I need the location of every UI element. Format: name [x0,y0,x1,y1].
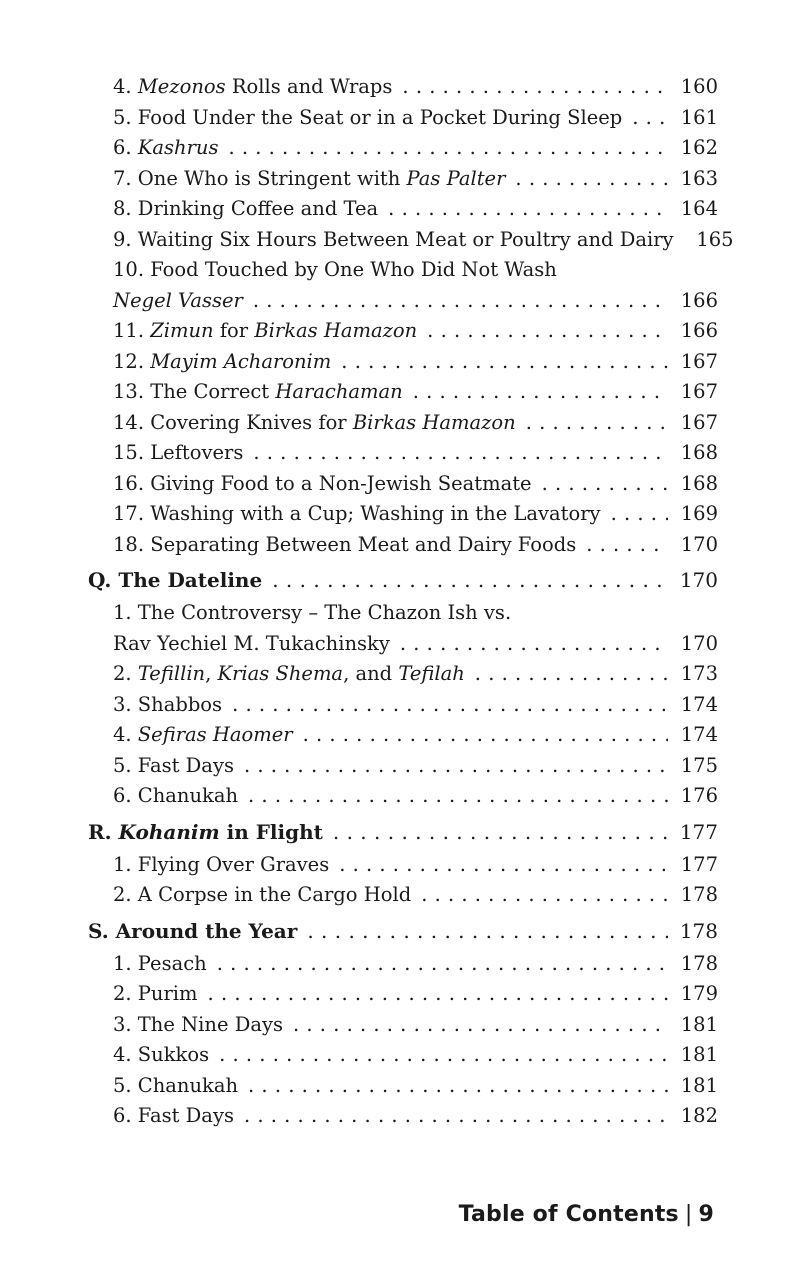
dot-leader [307,915,668,947]
dot-leader [303,720,668,751]
dot-leader [232,690,668,721]
dot-leader [244,751,668,782]
page-number: 181 [680,1073,718,1097]
page-number: 178 [679,918,718,943]
toc-entry[interactable]: 6. Fast Days . . . 182 [88,1101,718,1132]
dot-leader [388,194,668,225]
page-number: 174 [680,723,718,746]
toc-entry[interactable]: 5. Chanukah . . . 181 [88,1071,718,1102]
page-number: 182 [680,1104,718,1127]
page-number: 178 [680,951,718,975]
dot-leader [217,949,668,980]
dot-leader [248,1071,668,1102]
toc-entry[interactable]: 15. Leftovers . . . 168 [88,438,718,469]
page-number: 178 [680,883,718,906]
toc-entry[interactable]: Rav Yechiel M. Tukachinsky . . . 170 [88,629,718,660]
dot-leader [228,133,668,164]
page-number: 162 [680,136,718,159]
toc-entry[interactable]: 14. Covering Knives for Birkas Hamazon . . . 167 [88,408,718,439]
dot-leader [475,659,668,690]
dot-leader [611,499,668,530]
page-number: 175 [680,753,718,777]
toc-entry[interactable]: 18. Separating Between Meat and Dairy Foods . . . 170 [88,530,718,561]
dot-leader [339,850,668,881]
page-number: 176 [680,784,718,807]
toc-entry[interactable]: 3. The Nine Days . . . 181 [88,1010,718,1041]
page-number: 169 [680,502,718,525]
page-number: 170 [680,532,718,556]
dot-leader [542,469,668,500]
dot-leader [632,103,668,134]
footer-title: Table of Contents [458,1202,679,1227]
page-number: 168 [680,441,718,464]
toc-entry[interactable]: 2. Purim . . . 179 [88,979,718,1010]
dot-leader [586,530,668,561]
toc-entry[interactable]: 1. Flying Over Graves . . . 177 [88,850,718,881]
toc-section-heading[interactable]: R. Kohanim in Flight . . . 177 [88,816,718,848]
toc-entry[interactable]: 6. Chanukah . . . 176 [88,781,718,812]
toc-entry[interactable]: 12. Mayim Acharonim . . . 167 [88,347,718,378]
table-of-contents [88,72,734,1132]
toc-entry[interactable]: 7. One Who is Stringent with Pas Palter . . . 163 [88,164,718,195]
toc-entry[interactable]: 2. A Corpse in the Cargo Hold . . . 178 [88,880,718,911]
toc-entry[interactable]: 1. Pesach . . . 178 [88,949,718,980]
toc-entry[interactable]: 16. Giving Food to a Non-Jewish Seatmate . . . 168 [88,469,718,500]
toc-entry[interactable]: 2. Tefillin, Krias Shema, and Tefilah . . . 173 [88,659,718,690]
dot-leader [413,377,668,408]
dot-leader [272,564,668,596]
dot-leader [427,316,668,347]
dot-leader [253,438,668,469]
dot-leader [208,979,668,1010]
page-number: 164 [680,197,718,220]
toc-entry[interactable]: 6. Kashrus . . . 162 [88,133,718,164]
toc-entry[interactable]: 11. Zimun for Birkas Hamazon . . . 166 [88,316,718,347]
page-number: 161 [680,105,718,129]
toc-entry[interactable]: 4. Mezonos Rolls and Wraps . . . 160 [88,72,718,103]
dot-leader [293,1010,668,1041]
toc-entry[interactable]: 5. Fast Days . . . 175 [88,751,718,782]
dot-leader [219,1040,668,1071]
page-number: 160 [680,75,718,98]
footer-separator: | [684,1202,693,1227]
toc-entry[interactable]: Negel Vasser . . . 166 [88,286,718,317]
page-number: 170 [680,631,718,655]
page-number: 179 [680,982,718,1005]
page-number: 173 [680,662,718,685]
toc-entry[interactable]: 4. Sefiras Haomer . . . 174 [88,720,718,751]
page-number: 168 [680,471,718,495]
dot-leader [402,72,668,103]
toc-entry-line: 10. Food Touched by One Who Did Not Wash [113,258,557,281]
toc-entry[interactable]: 9. Waiting Six Hours Between Meat or Poultry and Dairy 165 [88,225,718,256]
dot-leader [421,880,668,911]
dot-leader [515,164,668,195]
dot-leader [400,629,668,660]
page-number: 167 [680,349,718,373]
page-number: 181 [680,1043,718,1066]
page-number: 163 [680,166,718,190]
toc-entry[interactable]: 4. Sukkos . . . 181 [88,1040,718,1071]
page-number: 177 [679,819,718,844]
dot-leader [333,816,668,848]
page-number: 167 [680,380,718,403]
toc-section-heading[interactable]: S. Around the Year . . . 178 [88,915,718,947]
toc-section-heading[interactable]: Q. The Dateline . . . 170 [88,564,718,596]
page-number: 181 [680,1012,718,1036]
page-number: 167 [680,410,718,434]
toc-entry[interactable]: 17. Washing with a Cup; Washing in the Lavatory . . . 169 [88,499,718,530]
toc-entry-line: 1. The Controversy – The Chazon Ish vs. [113,601,512,624]
toc-entry[interactable]: 8. Drinking Coffee and Tea . . . 164 [88,194,718,225]
toc-entry[interactable]: 3. Shabbos . . . 174 [88,690,718,721]
dot-leader [248,781,668,812]
page-number: 174 [680,692,718,716]
toc-entry[interactable]: 5. Food Under the Seat or in a Pocket During Sleep . . . 161 [88,103,718,134]
page-number: 177 [680,852,718,876]
dot-leader [253,286,668,317]
dot-leader [341,347,668,378]
running-footer [459,1202,714,1227]
dot-leader [526,408,668,439]
page-number: 166 [680,288,718,312]
page-number: 165 [696,227,734,251]
toc-entry[interactable]: 13. The Correct Harachaman . . . 167 [88,377,718,408]
page-number: 166 [680,319,718,342]
dot-leader [244,1101,668,1132]
footer-page-number: 9 [698,1202,714,1227]
page-number: 170 [679,568,718,592]
